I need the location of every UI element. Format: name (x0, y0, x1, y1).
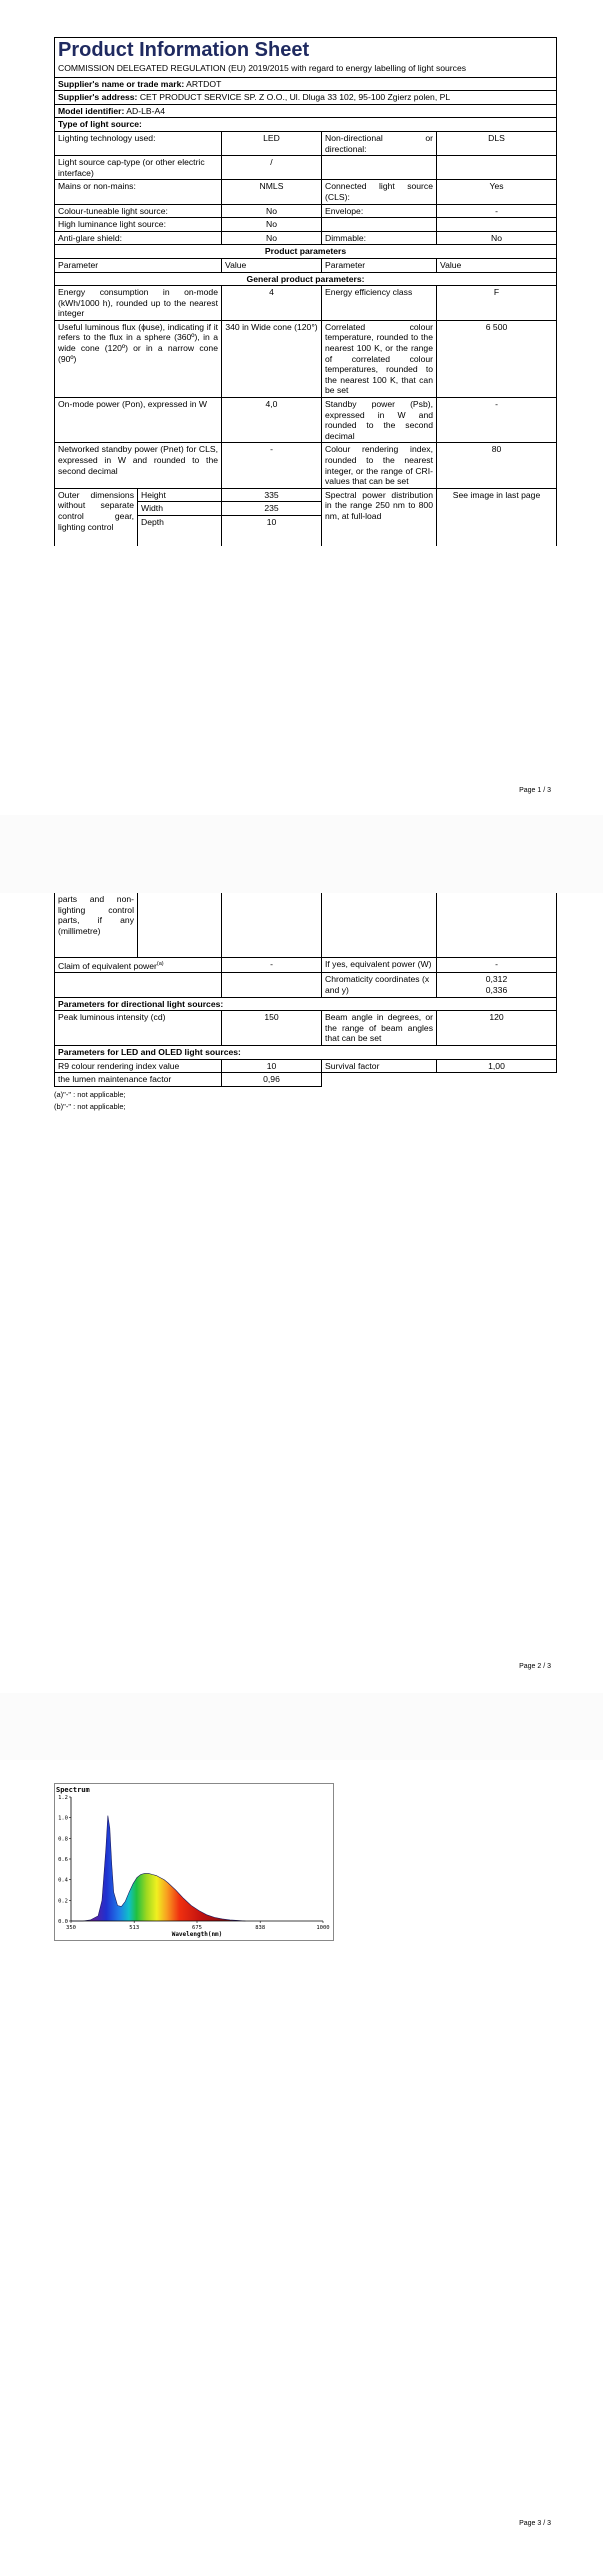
dims-continued-row (55, 893, 557, 958)
type-row (55, 156, 557, 180)
param-value-2: - (437, 398, 557, 443)
info-sheet-table-2 (54, 893, 556, 1113)
type-row-value-2 (437, 218, 557, 232)
param-row (55, 286, 557, 321)
equiv-claim-label: Claim of equivalent power (58, 960, 157, 971)
type-row-label-2: Connected light source (CLS): (322, 180, 437, 204)
info-sheet-table-1 (54, 37, 556, 546)
equiv-power-row (55, 958, 557, 973)
type-row-value-2 (437, 156, 557, 180)
beam-value: 120 (437, 1011, 557, 1046)
page-number: Page 1 / 3 (519, 787, 551, 794)
supplier-name-label: Supplier's name or trade mark: (58, 78, 185, 89)
survival-value: 1,00 (437, 1059, 557, 1073)
sheet-title: Product Information Sheet (58, 39, 310, 61)
type-row-label-2: Non-directional or directional: (322, 131, 437, 155)
type-row (55, 180, 557, 204)
page-number: Page 3 / 3 (519, 2520, 551, 2527)
dims-row-height (55, 488, 557, 502)
param-label-2: Standby power (Psb), expressed in W and rounded to the second decimal (322, 398, 437, 443)
type-row-value: LED (222, 131, 322, 155)
param-label: On-mode power (Pon), expressed in W (55, 398, 222, 443)
type-row-value-2: DLS (437, 131, 557, 155)
x-tick-label: 513 (129, 1925, 140, 1931)
type-row-value-2: - (437, 204, 557, 218)
col-value-2: Value (437, 258, 557, 272)
x-tick-label: 838 (255, 1925, 266, 1931)
footnote-a: (a)"-" : not applicable; (54, 1089, 126, 1099)
x-tick-label: 350 (66, 1925, 76, 1931)
type-row-label-2 (322, 156, 437, 180)
equiv-power-value: - (437, 958, 557, 973)
page-number: Page 2 / 3 (519, 1663, 551, 1670)
type-row-label-2 (322, 218, 437, 232)
type-header: Type of light source: (55, 118, 557, 132)
param-row (55, 398, 557, 443)
supplier-address-label: Supplier's address: (58, 92, 138, 103)
survival-label: Survival factor (322, 1059, 437, 1073)
type-row-value-2: Yes (437, 180, 557, 204)
equiv-power-label: If yes, equivalent power (W) (322, 958, 437, 973)
param-value: 4 (222, 286, 322, 321)
type-row-label: Colour-tuneable light source: (55, 204, 222, 218)
general-params-header: General product parameters: (55, 272, 557, 286)
dims-label-a: Outer dimensions without separate control gear, lighting control (55, 488, 138, 546)
footnote-b: (b)"-" : not applicable; (54, 1101, 126, 1111)
param-label-2: Correlated colour temperature, rounded to the nearest 100 K, or the range of correlated colour temperatures, rounded to the nearest 100 K, that can be set (322, 320, 437, 397)
model-label: Model identifier: (58, 105, 125, 116)
type-row (55, 204, 557, 218)
type-row-label: Lighting technology used: (55, 131, 222, 155)
type-row-value-2: No (437, 231, 557, 245)
model-identifier: AD-LB-A4 (126, 105, 165, 116)
y-tick-label: 0.2 (58, 1898, 68, 1905)
product-params-header: Product parameters (55, 245, 557, 259)
y-tick-label: 0.4 (58, 1877, 68, 1884)
peak-row (55, 1011, 557, 1046)
dim-name: Height (138, 488, 222, 502)
param-label-2: Energy efficiency class (322, 286, 437, 321)
equiv-claim-note: (a) (156, 961, 164, 967)
param-label: Energy consumption in on-mode (kWh/1000 h), rounded up to the nearest integer (55, 286, 222, 321)
param-value: 4,0 (222, 398, 322, 443)
chart-title: Spectrum (56, 1786, 90, 1794)
type-row-value: No (222, 204, 322, 218)
type-row-label-2: Dimmable: (322, 231, 437, 245)
type-row-label: High luminance light source: (55, 218, 222, 232)
y-tick-label: 1.2 (58, 1795, 68, 1801)
page-2 (0, 893, 603, 1693)
equiv-claim-value: - (222, 958, 322, 973)
chroma-row (55, 973, 557, 997)
footnotes (54, 1089, 556, 1113)
supplier-address: CET PRODUCT SERVICE SP. Z O.O., Ul. Dluga 33 102, 95-100 Zgierz polen, PL (139, 92, 451, 103)
chroma-y: 0,336 (485, 985, 508, 996)
page-separator (0, 1693, 603, 1760)
column-header-row (55, 258, 557, 272)
x-axis-label: Wavelength(nm) (171, 1931, 223, 1938)
y-tick-label: 0.0 (58, 1919, 68, 1925)
led-header: Parameters for LED and OLED light sources: (55, 1046, 557, 1060)
param-value-2: F (437, 286, 557, 321)
y-tick-label: 1.0 (58, 1815, 68, 1822)
param-label-2: Colour rendering index, rounded to the nearest integer, or the range of CRI-values that can be set (322, 443, 437, 488)
param-label: Networked standby power (Pnet) for CLS, expressed in W and rounded to the second decimal (55, 443, 222, 488)
dim-name: Width (138, 502, 222, 516)
type-row-value: / (222, 156, 322, 180)
type-row-label: Anti-glare shield: (55, 231, 222, 245)
spectrum-chart (54, 1783, 334, 1941)
beam-label: Beam angle in degrees, or the range of beam angles that can be set (322, 1011, 437, 1046)
param-row (55, 443, 557, 488)
peak-label: Peak luminous intensity (cd) (55, 1011, 222, 1046)
y-tick-label: 0.8 (58, 1836, 68, 1843)
x-tick-label: 1000 (316, 1925, 330, 1931)
y-tick-label: 0.6 (58, 1857, 68, 1863)
spd-label: Spectral power distribution in the range 250 nm to 800 nm, at full-load (322, 488, 437, 546)
supplier-name: ARTDOT (186, 78, 222, 89)
spd-value: See image in last page (437, 488, 557, 546)
dim-value: 335 (222, 488, 322, 502)
dim-value: 235 (222, 502, 322, 516)
regulation-text: COMMISSION DELEGATED REGULATION (EU) 2019/2015 with regard to energy labelling of light sources (58, 63, 467, 73)
x-tick-label: 675 (192, 1925, 202, 1931)
type-row (55, 231, 557, 245)
dim-value: 10 (222, 515, 322, 546)
type-row-value: No (222, 218, 322, 232)
chroma-label: Chromaticity coordinates (x and y) (322, 973, 437, 997)
type-row-label: Mains or non-mains: (55, 180, 222, 204)
col-value: Value (222, 258, 322, 272)
param-value-2: 80 (437, 443, 557, 488)
type-row-label: Light source cap-type (or other electric interface) (55, 156, 222, 180)
type-row-value: No (222, 231, 322, 245)
r9-label: R9 colour rendering index value (55, 1059, 222, 1073)
lumen-row (55, 1073, 557, 1087)
peak-value: 150 (222, 1011, 322, 1046)
r9-value: 10 (222, 1059, 322, 1073)
dims-label-b: parts and non-lighting control parts, if any (millimetre) (55, 893, 138, 958)
param-value: 340 in Wide cone (120°) (222, 320, 322, 397)
col-parameter-2: Parameter (322, 258, 437, 272)
lumen-label: the lumen maintenance factor (55, 1073, 222, 1087)
type-row-label-2: Envelope: (322, 204, 437, 218)
page-separator (0, 815, 603, 893)
chroma-x: 0,312 (485, 974, 508, 985)
page-1 (0, 0, 603, 815)
type-row (55, 218, 557, 232)
type-row (55, 131, 557, 155)
directional-header: Parameters for directional light sources: (55, 997, 557, 1011)
param-value-2: 6 500 (437, 320, 557, 397)
param-value: - (222, 443, 322, 488)
dim-name: Depth (138, 515, 222, 546)
col-parameter: Parameter (55, 258, 222, 272)
type-row-value: NMLS (222, 180, 322, 204)
r9-row (55, 1059, 557, 1073)
lumen-value: 0,96 (222, 1073, 322, 1087)
param-label: Useful luminous flux (ϕuse), indicating if it refers to the flux in a sphere (360º), in a wide cone (120º) or in a narrow cone (90º) (55, 320, 222, 397)
param-row (55, 320, 557, 397)
